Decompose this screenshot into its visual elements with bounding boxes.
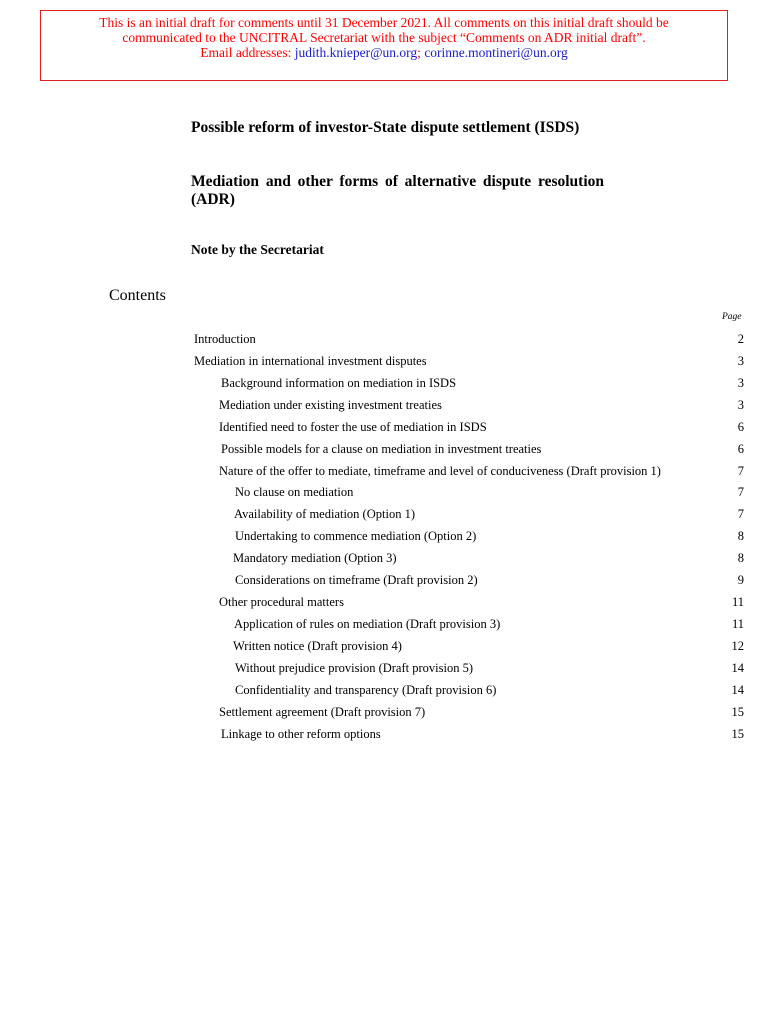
toc-page-number: 3 xyxy=(737,376,744,390)
toc-page-number: 11 xyxy=(731,617,744,631)
toc-page-number: 8 xyxy=(737,551,744,565)
document-subtitle: Mediation and other forms of alternative dispute resolution (ADR) xyxy=(191,173,604,208)
toc-entry-label: Availability of mediation (Option 1) xyxy=(234,507,415,521)
toc-entry-label: Undertaking to commence mediation (Option 2) xyxy=(235,529,477,543)
notice-line-2: communicated to the UNCITRAL Secretariat with the subject “Comments on ADR initial draft”. xyxy=(122,30,646,45)
toc-row[interactable] xyxy=(0,440,768,458)
toc-page-number: 6 xyxy=(737,420,744,434)
toc-page-number: 11 xyxy=(731,595,744,609)
toc-page-number: 7 xyxy=(737,464,744,478)
toc-row[interactable] xyxy=(0,681,768,699)
toc-entry-label: Application of rules on mediation (Draft provision 3) xyxy=(234,617,501,631)
toc-entry-label: Linkage to other reform options xyxy=(221,727,381,741)
contents-heading: Contents xyxy=(109,287,166,304)
toc-page-number: 15 xyxy=(731,727,744,741)
toc-entry-label: Considerations on timeframe (Draft provision 2) xyxy=(235,573,478,587)
toc-row[interactable] xyxy=(0,549,768,567)
document-title: Possible reform of investor-State dispute settlement (ISDS) xyxy=(191,119,580,136)
toc-entry-label: No clause on mediation xyxy=(235,485,354,499)
toc-page-number: 7 xyxy=(737,485,744,499)
toc-page-number: 12 xyxy=(731,639,744,653)
draft-notice-box xyxy=(40,10,728,81)
toc-page-number: 14 xyxy=(731,683,744,697)
toc-row[interactable] xyxy=(0,703,768,721)
toc-row[interactable] xyxy=(0,330,768,348)
toc-page-number: 3 xyxy=(737,354,744,368)
email-separator: ; xyxy=(417,45,421,60)
email-label: Email addresses: xyxy=(200,45,292,60)
toc-row[interactable] xyxy=(0,571,768,589)
toc-page-number: 6 xyxy=(737,442,744,456)
toc-row[interactable] xyxy=(0,352,768,370)
toc-entry-label: Mediation in international investment disputes xyxy=(194,354,427,368)
toc-entry-label: Identified need to foster the use of mediation in ISDS xyxy=(219,420,487,434)
toc-page-number: 3 xyxy=(737,398,744,412)
toc-page-number: 8 xyxy=(737,529,744,543)
notice-line-1: This is an initial draft for comments until 31 December 2021. All comments on this initial draft should be xyxy=(99,15,669,30)
toc-row[interactable] xyxy=(0,396,768,414)
page-column-label: Page xyxy=(722,312,742,322)
toc-row[interactable] xyxy=(0,483,768,501)
toc-entry-label: Settlement agreement (Draft provision 7) xyxy=(219,705,426,719)
email-link-montineri[interactable]: corinne.montineri@un.org xyxy=(424,45,568,60)
toc-entry-label: Background information on mediation in ISDS xyxy=(221,376,457,390)
email-link-knieper[interactable]: judith.knieper@un.org xyxy=(294,45,418,60)
notice-email-line xyxy=(41,45,727,60)
toc-entry-label: Mediation under existing investment treaties xyxy=(219,398,442,412)
toc-entry-label: Nature of the offer to mediate, timeframe and level of conduciveness (Draft provision 1) xyxy=(219,464,661,478)
toc-entry-label: Without prejudice provision (Draft provision 5) xyxy=(235,661,473,675)
toc-page-number: 7 xyxy=(737,507,744,521)
toc-row[interactable] xyxy=(0,505,768,523)
toc-entry-label: Other procedural matters xyxy=(219,595,344,609)
note-by-secretariat: Note by the Secretariat xyxy=(191,242,324,257)
toc-row[interactable] xyxy=(0,462,768,480)
toc-row[interactable] xyxy=(0,527,768,545)
toc-entry-label: Introduction xyxy=(194,332,256,346)
toc-row[interactable] xyxy=(0,593,768,611)
toc-row[interactable] xyxy=(0,374,768,392)
toc-page-number: 14 xyxy=(731,661,744,675)
toc-page-number: 15 xyxy=(731,705,744,719)
toc-row[interactable] xyxy=(0,637,768,655)
toc-page-number: 2 xyxy=(737,332,744,346)
toc-entry-label: Written notice (Draft provision 4) xyxy=(233,639,402,653)
toc-row[interactable] xyxy=(0,659,768,677)
toc-entry-label: Possible models for a clause on mediation in investment treaties xyxy=(221,442,542,456)
toc-row[interactable] xyxy=(0,418,768,436)
toc-entry-label: Mandatory mediation (Option 3) xyxy=(233,551,397,565)
toc-entry-label: Confidentiality and transparency (Draft provision 6) xyxy=(235,683,497,697)
toc-row[interactable] xyxy=(0,615,768,633)
toc-row[interactable] xyxy=(0,725,768,743)
toc-page-number: 9 xyxy=(737,573,744,587)
